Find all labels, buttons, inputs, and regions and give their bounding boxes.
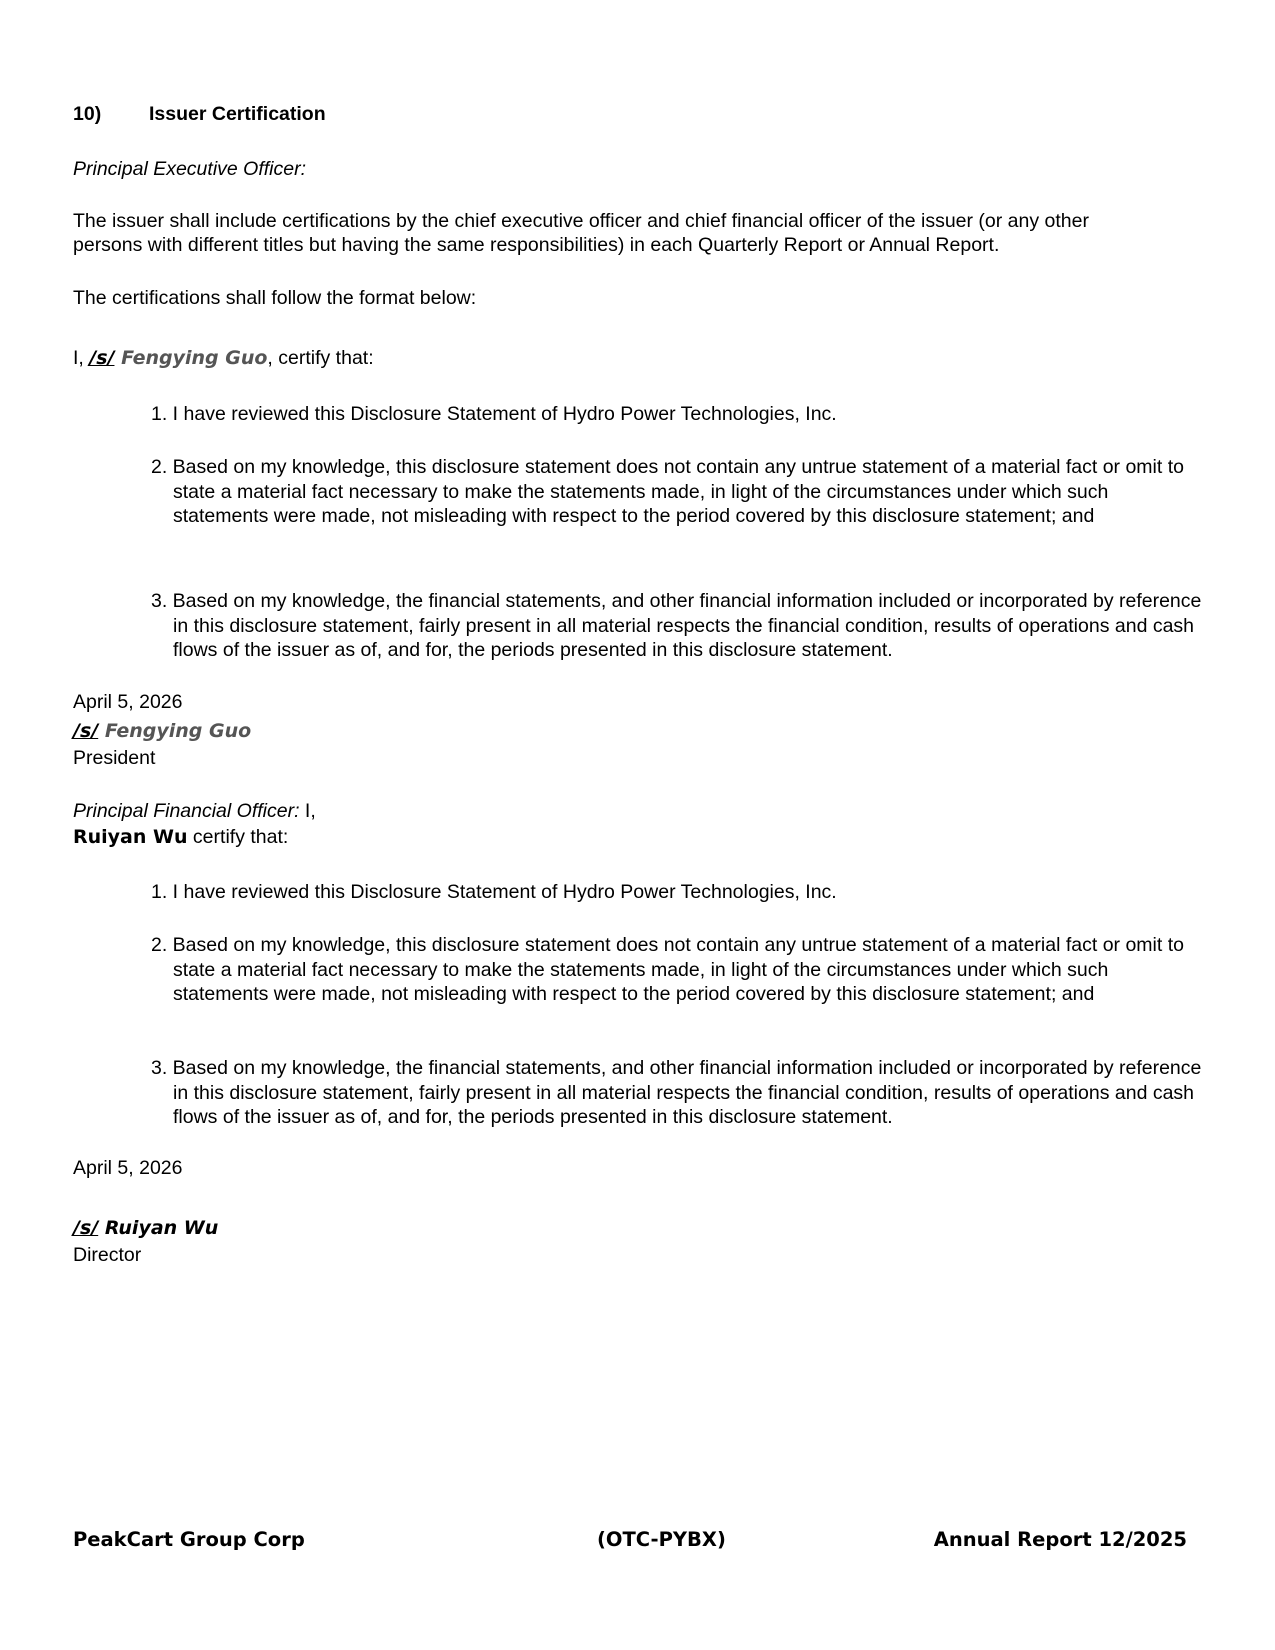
ceo-inline-signature bbox=[89, 347, 267, 369]
signature-name: Ruiyan Wu bbox=[98, 1217, 219, 1239]
cfo-title: Director bbox=[73, 1244, 142, 1266]
section-number: 10) bbox=[73, 103, 102, 125]
ceo-title: President bbox=[73, 747, 156, 769]
cfo-date: April 5, 2026 bbox=[73, 1157, 183, 1179]
footer-company: PeakCart Group Corp bbox=[73, 1528, 305, 1551]
signature-mark: /s/ bbox=[73, 1217, 99, 1239]
section-title: Issuer Certification bbox=[149, 103, 326, 125]
ceo-signature bbox=[73, 719, 251, 743]
cfo-certify-line bbox=[73, 825, 288, 849]
ceo-item-1: 1. I have reviewed this Disclosure Statement of Hydro Power Technologies, Inc. bbox=[151, 403, 837, 425]
certify-prefix: I, bbox=[73, 347, 90, 369]
signature-mark: /s/ bbox=[73, 720, 99, 742]
cfo-item-1: 1. I have reviewed this Disclosure Statement of Hydro Power Technologies, Inc. bbox=[151, 881, 837, 903]
ceo-item-3: 3. Based on my knowledge, the financial statements, and other financial information included or incorporated by reference in this disclosure statement, fairly present in all material respects the financial condition, results of operations and cash flows of the issuer as of, and for, the periods presented in this disclosure statement. bbox=[151, 590, 1202, 662]
intro-line-2: persons with different titles but having the same responsibilities) in each Quarterly Report or Annual Report. bbox=[73, 234, 1000, 256]
cfo-item-2: 2. Based on my knowledge, this disclosure statement does not contain any untrue statement of a material fact or omit to state a material fact necessary to make the statements made, in light of the circumstances under which such statements were made, not misleading with respect to the period covered by this disclosure statement; and bbox=[151, 934, 1184, 1006]
section-heading bbox=[73, 102, 326, 126]
cfo-certify-suffix: certify that: bbox=[187, 826, 289, 848]
cfo-name: Ruiyan Wu bbox=[73, 826, 188, 848]
document-page bbox=[73, 0, 1203, 1650]
cfo-label: Principal Financial Officer: bbox=[73, 800, 300, 822]
intro-line-1: The issuer shall include certifications by the chief executive officer and chief financial officer of the issuer (or any other bbox=[73, 210, 1089, 232]
cfo-signature bbox=[73, 1216, 218, 1240]
ceo-certify-line bbox=[73, 346, 374, 370]
footer-report: Annual Report 12/2025 bbox=[933, 1528, 1187, 1551]
cfo-label-suffix: I, bbox=[299, 800, 316, 822]
ceo-label: Principal Executive Officer: bbox=[73, 158, 307, 180]
cfo-item-3: 3. Based on my knowledge, the financial statements, and other financial information included or incorporated by reference in this disclosure statement, fairly present in all material respects the financial condition, results of operations and cash flows of the issuer as of, and for, the periods presented in this disclosure statement. bbox=[151, 1057, 1202, 1129]
certify-suffix: , certify that: bbox=[267, 347, 374, 369]
format-note: The certifications shall follow the format below: bbox=[73, 287, 477, 309]
sig-mark: /s/ bbox=[89, 347, 115, 369]
ceo-date: April 5, 2026 bbox=[73, 691, 183, 713]
cfo-label-line bbox=[73, 799, 316, 823]
footer-ticker: (OTC-PYBX) bbox=[597, 1528, 726, 1551]
signature-name: Fengying Guo bbox=[98, 720, 252, 742]
sig-name: Fengying Guo bbox=[114, 347, 268, 369]
ceo-item-2: 2. Based on my knowledge, this disclosure statement does not contain any untrue statement of a material fact or omit to state a material fact necessary to make the statements made, in light of the circumstances under which such statements were made, not misleading with respect to the period covered by this disclosure statement; and bbox=[151, 456, 1184, 528]
